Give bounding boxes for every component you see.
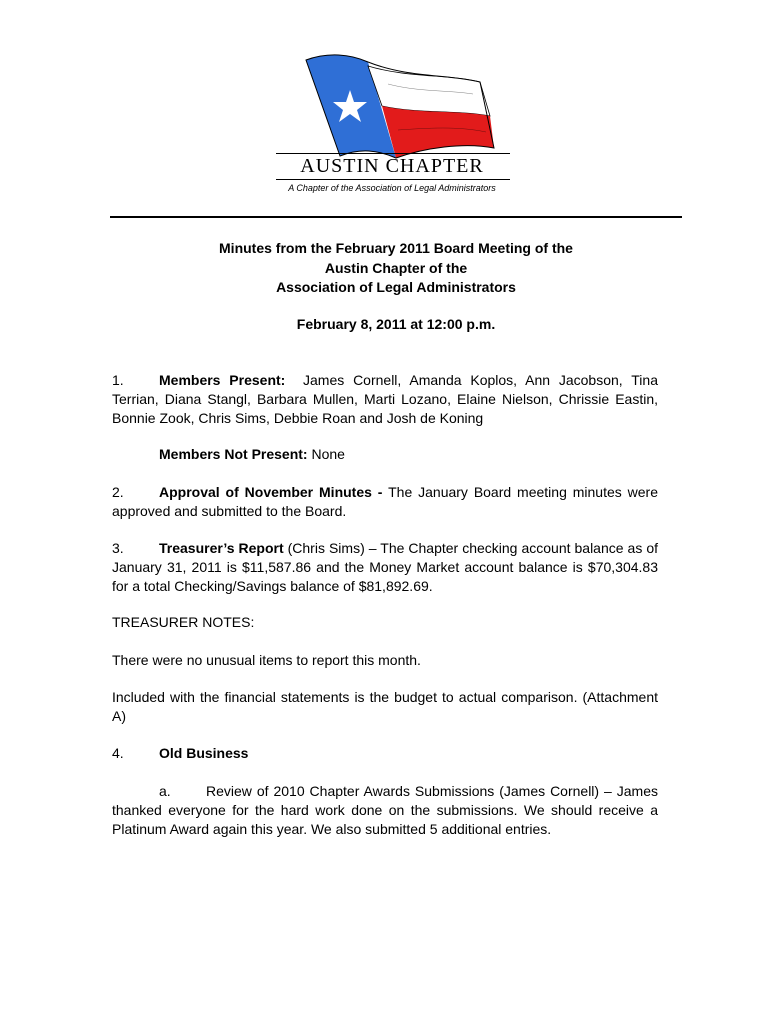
members-present-paragraph — [112, 371, 658, 428]
logo-rule-top — [276, 153, 510, 154]
members-present-text: James Cornell, Amanda Koplos, Ann Jacobson, Tina Terrian, Diana Stangl, Barbara Mullen, Marti Lozano, Elaine Nielson, Chrissie Eastin, Bonnie Zook, Chris Sims, Debbie Roan and Josh de Koning — [112, 372, 658, 426]
members-not-present — [159, 445, 345, 464]
old-business-label: Old Business — [159, 745, 249, 761]
members-present-label: Members Present: — [159, 372, 286, 388]
sub-item-letter: a. — [159, 783, 171, 799]
logo-title: AUSTIN CHAPTER — [300, 155, 484, 177]
item-number: 2. — [112, 484, 124, 500]
approval-label: Approval of November Minutes - — [159, 484, 383, 500]
title-line-1: Minutes from the February 2011 Board Meeting of the — [219, 240, 573, 256]
old-business-heading — [112, 744, 248, 763]
treasurer-label: Treasurer’s Report — [159, 540, 284, 556]
item-number: 4. — [112, 745, 124, 761]
old-business-item-a — [112, 782, 658, 839]
title-line-3: Association of Legal Administrators — [276, 279, 516, 295]
approval-paragraph — [112, 483, 658, 521]
title-line-2: Austin Chapter of the — [324, 260, 468, 276]
treasurer-text: (Chris Sims) – The Chapter checking account balance as of January 31, 2011 is $11,587.86 and the Money Market account balance is $70,304.83 for a total Checking/Savings balance of $81,892.69. — [112, 540, 659, 594]
item-number: 3. — [112, 540, 124, 556]
members-not-present-text: None — [311, 446, 345, 462]
logo-rule-bottom — [276, 179, 510, 180]
members-not-present-label: Members Not Present: — [159, 446, 308, 462]
treasurer-paragraph — [112, 539, 658, 596]
logo-subtitle: A Chapter of the Association of Legal Administrators — [288, 183, 496, 193]
approval-text: The January Board meeting minutes were approved and submitted to the Board. — [112, 484, 659, 519]
meeting-date: February 8, 2011 at 12:00 p.m. — [296, 316, 496, 332]
old-business-item-a-text: Review of 2010 Chapter Awards Submissions (James Cornell) – James thanked everyone for the hard work done on the submissions. We should receive a Platinum Award again this year. We also submitted 5 additional entries. — [112, 783, 658, 837]
treasurer-note-1: There were no unusual items to report this month. — [112, 652, 421, 668]
item-number: 1. — [112, 372, 124, 388]
header-divider — [110, 216, 682, 218]
treasurer-notes-heading: TREASURER NOTES: — [112, 614, 255, 630]
treasurer-note-2: Included with the financial statements is the budget to actual comparison. (Attachment A) — [112, 689, 658, 724]
